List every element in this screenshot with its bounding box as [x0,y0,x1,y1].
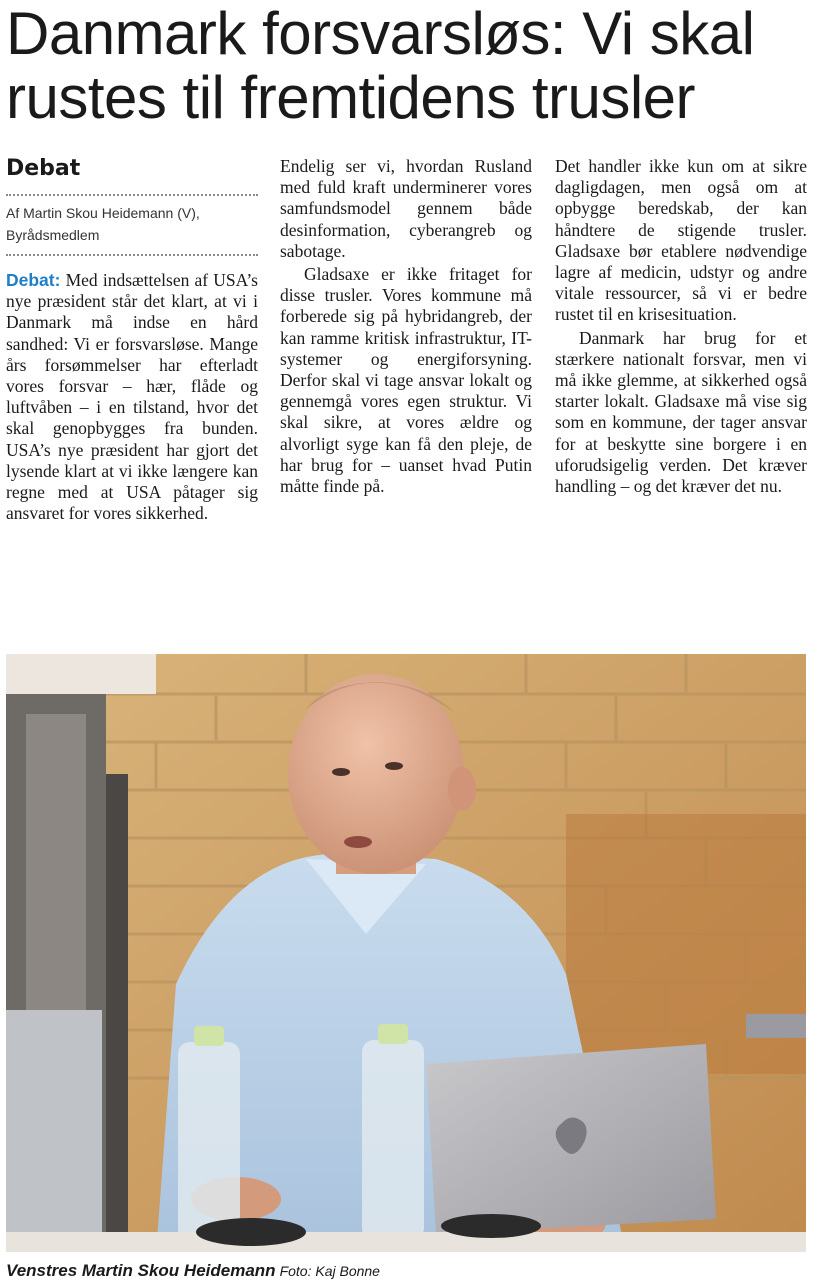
paragraph-text: Med indsættelsen af USA’s nye præsident står det klart, at vi i Danmark må indse en hård sandhed: Vi er forsvarsløse. Mange års forsømmelser har efterladt vores forsvar – hær, flåde og luftvåben – i en tilstand, hvor det skal genopbygges fra bunden. USA’s nye præsident har gjort det lysende klart at vi ikke længere kan regne med at USA påtager sig ansvaret for vores sikkerhed. [6,270,258,524]
byline [6,196,258,256]
paragraph: Det handler ikke kun om at sikre dagligdagen, men også om at opbygge beredskab, der kan håndtere de stigende trusler. Gladsaxe bør etablere nødvendige lagre af medicin, udstyr og andre vitale ressourcer, så vi er bedre rustet til en krisesituation. [555,156,807,325]
article-column-3 [555,156,807,497]
byline-role: Byrådsmedlem [6,227,100,243]
section-label: Debat [6,156,258,196]
paragraph: Gladsaxe er ikke fritaget for disse trusler. Vores kommune må forberede sig på hybridangreb, der kan ramme kritisk infrastruktur, IT-systemer og energiforsyning. Derfor skal vi tage ansvar lokalt og gennemgå vores egen struktur. Vi skal sikre, at vores ældre og alvorligt syge kan få den pleje, de har brug for – uanset hvad Putin måtte finde på. [280,264,532,497]
body-text-col2 [280,156,532,497]
body-text-col1 [6,270,258,524]
article-column-2 [280,156,532,497]
paragraph [6,270,258,524]
photo-credit: Foto: Kaj Bonne [279,1263,380,1279]
photo-caption [6,1260,818,1282]
article-photo [6,654,806,1252]
paragraph: Danmark har brug for et stærkere nationalt forsvar, men vi må ikke glemme, at sikkerhed også starter lokalt. Gladsaxe må vise sig som en kommune, der tager ansvar for at beskytte sine borgere i en uforudsigelig verden. Det kræver handling – og det kræver det nu. [555,327,807,497]
kicker: Debat: [6,270,61,290]
caption-subject: Venstres Martin Skou Heidemann [6,1261,276,1280]
photo-illustration [6,654,806,1252]
body-text-col3 [555,156,807,497]
article-column-1 [6,156,258,524]
paragraph: Endelig ser vi, hvordan Rusland med fuld kraft underminerer vores samfundsmodel gennem både desinformation, cyberangreb og sabotage. [280,156,532,261]
byline-author: Af Martin Skou Heidemann (V), [6,205,200,221]
headline: Danmark forsvarsløs: Vi skal rustes til fremtidens trusler [6,0,755,131]
